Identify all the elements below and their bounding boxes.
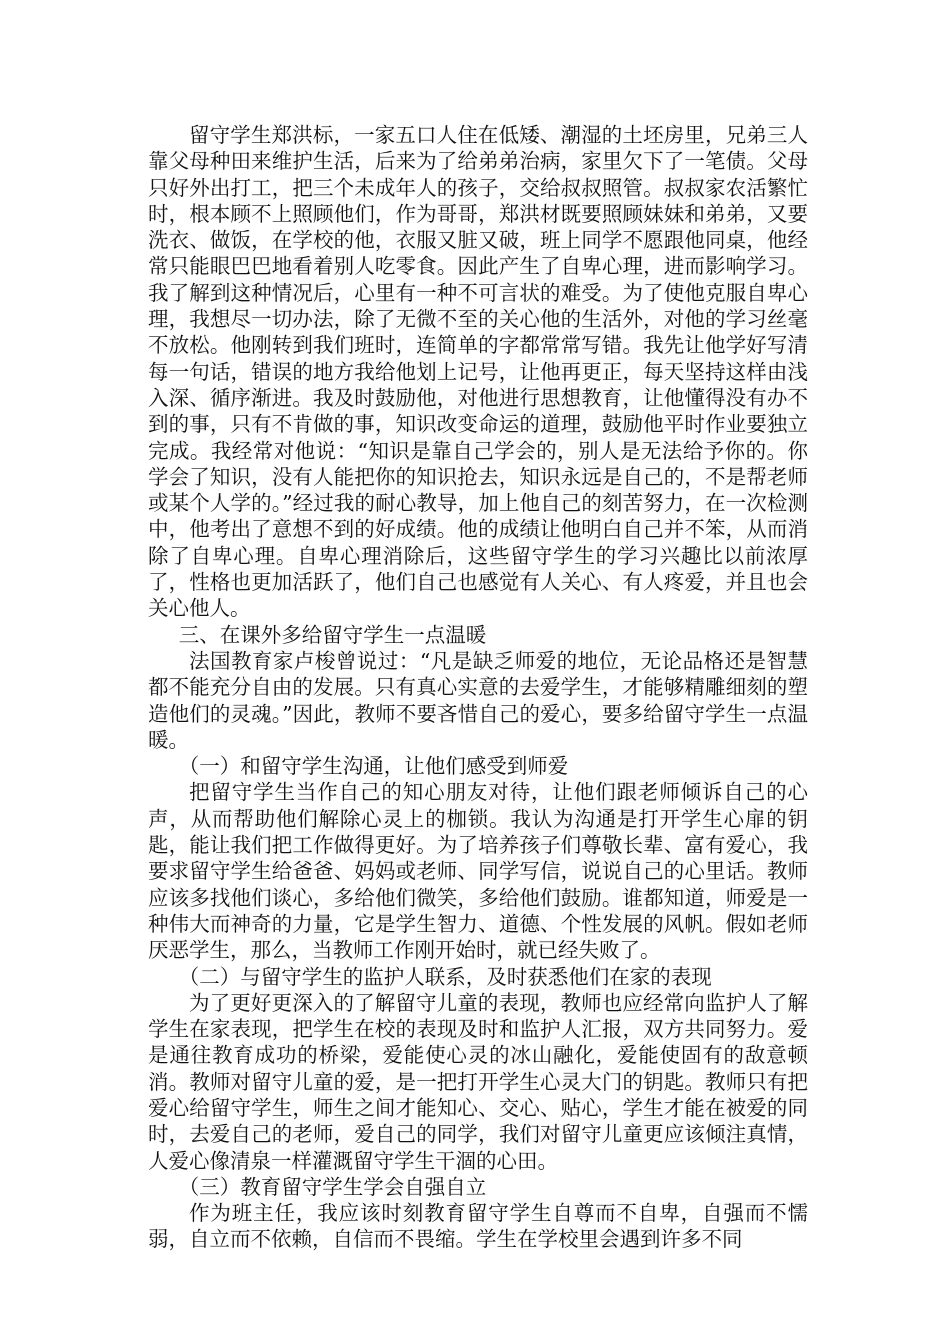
paragraph-communication: 把留守学生当作自己的知心朋友对待，让他们跟老师倾诉自己的心声，从而帮助他们解除心灵上的枷锁。我认为沟通是打开学生心扉的钥匙，能让我们把工作做得更好。为了培养孩子们尊敬长辈、富有爱心，我要求留守学生给爸爸、妈妈或老师、同学写信，说说自己的心里话。教师应该多找他们谈心，多给他们微笑，多给他们鼓励。谁都知道，师爱是一种伟大而神奇的力量，它是学生智力、道德、个性发展的风帆。假如老师厌恶学生，那么，当教师工作刚开始时，就已经失败了。 [148, 780, 808, 963]
subsection-heading-2: （二）与留守学生的监护人联系，及时获悉他们在家的表现 [178, 964, 712, 989]
paragraph-rousseau-quote: 法国教育家卢梭曾说过：“凡是缺乏师爱的地位，无论品格还是智慧都不能充分自由的发展。只有真心实意的去爱学生，才能够精雕细刻的塑造他们的灵魂。”因此，教师不要吝惜自己的爱心，要多给留守学生一点温暖。 [148, 648, 808, 752]
paragraph-zheng-hongbiao-story: 留守学生郑洪标，一家五口人住在低矮、潮湿的土坯房里，兄弟三人靠父母种田来维护生活，后来为了给弟弟治病，家里欠下了一笔债。父母只好外出打工，把三个未成年人的孩子，交给叔叔照管。叔叔家农活繁忙时，根本顾不上照顾他们，作为哥哥，郑洪材既要照顾妹妹和弟弟，又要洗衣、做饭，在学校的他，衣服又脏又破，班上同学不愿跟他同桌，他经常只能眼巴巴地看着别人吃零食。因此产生了自卑心理，进而影响学习。我了解到这种情况后，心里有一种不可言状的难受。为了使他克服自卑心理，我想尽一切办法，除了无微不至的关心他的生活外，对他的学习丝毫不放松。他刚转到我们班时，连简单的字都常常写错。我先让他学好写清每一句话，错误的地方我给他划上记号，让他再更正，每天坚持这样由浅入深、循序渐进。我及时鼓励他，对他进行思想教育，让他懂得没有办不到的事，只有不肯做的事，知识改变命运的道理，鼓励他平时作业要独立完成。我经常对他说：“知识是靠自己学会的，别人是无法给予你的。你学会了知识，没有人能把你的知识抢去，知识永远是自己的，不是帮老师或某个人学的。”经过我的耐心教导，加上他自己的刻苦努力，在一次检测中，他考出了意想不到的好成绩。他的成绩让他明白自己并不笨，从而消除了自卑心理。自卑心理消除后，这些留守学生的学习兴趣比以前浓厚了，性格也更加活跃了，他们自己也感觉有人关心、有人疼爱，并且也会关心他人。 [148, 123, 808, 621]
section-heading-3: 三、在课外多给留守学生一点温暖 [178, 622, 487, 647]
paragraph-self-reliance: 作为班主任，我应该时刻教育留守学生自尊而不自卑，自强而不懦弱，自立而不依赖，自信而不畏缩。学生在学校里会遇到许多不同 [148, 1201, 808, 1252]
subsection-heading-3: （三）教育留守学生学会自强自立 [178, 1174, 487, 1199]
document-page [148, 122, 808, 1253]
subsection-heading-1: （一）和留守学生沟通，让他们感受到师爱 [178, 754, 569, 779]
paragraph-guardian-contact: 为了更好更深入的了解留守儿童的表现，教师也应经常向监护人了解学生在家表现，把学生在校的表现及时和监护人汇报，双方共同努力。爱是通往教育成功的桥梁，爱能使心灵的冰山融化，爱能使固有的敌意顿消。教师对留守儿童的爱，是一把打开学生心灵大门的钥匙。教师只有把爱心给留守学生，师生之间才能知心、交心、贴心，学生才能在被爱的同时，去爱自己的老师，爱自己的同学，我们对留守儿童更应该倾注真情，人爱心像清泉一样灌溉留守学生干涸的心田。 [148, 990, 808, 1173]
